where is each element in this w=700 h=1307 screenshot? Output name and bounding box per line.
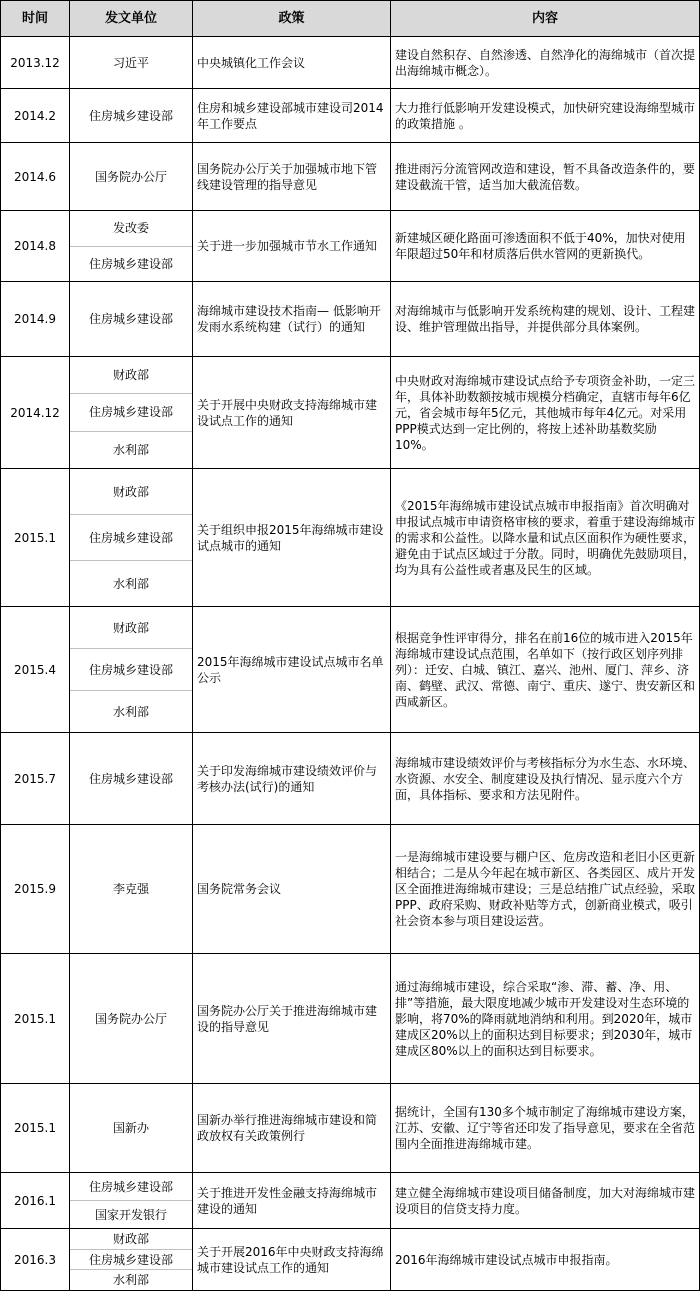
header-row (1, 1, 700, 37)
policy-cell: 2015年海绵城市建设试点城市名单公示 (193, 607, 391, 733)
issuing-unit: 财政部 (112, 484, 149, 499)
unit-cell (70, 1173, 193, 1229)
content-cell: 一是海绵城市建设要与棚户区、危房改造和老旧小区更新相结合；二是从今年起在城市新区、各类园区、成片开发区全面推进海绵城市建设；三是总结推广试点经验，采取PPP、政府采购、财政补贴等方式，创新商业模式，吸引社会资本参与项目建设运营。 (391, 825, 700, 954)
issuing-unit: 住房城乡建设部 (88, 771, 173, 786)
issuing-unit: 财政部 (112, 620, 149, 635)
table-row (1, 733, 700, 825)
time-cell: 2015.7 (1, 733, 70, 825)
time-cell: 2015.1 (1, 954, 70, 1084)
content-cell: 大力推行低影响开发建设模式，加快研究建设海绵型城市的政策措施 。 (391, 89, 700, 143)
table-row (1, 211, 700, 282)
table-row (1, 1229, 700, 1291)
unit-cell (70, 37, 193, 89)
unit-cell (70, 89, 193, 143)
unit-cell (70, 357, 193, 469)
time-cell: 2013.12 (1, 37, 70, 89)
policy-cell: 关于印发海绵城市建设绩效评价与考核办法(试行)的通知 (193, 733, 391, 825)
policy-cell: 国务院常务会议 (193, 825, 391, 954)
policy-cell: 关于进一步加强城市节水工作通知 (193, 211, 391, 282)
policy-cell: 关于开展中央财政支持海绵城市建设试点工作的通知 (193, 357, 391, 469)
table-row (1, 607, 700, 733)
policy-cell: 国务院办公厅关于推进海绵城市建设的指导意见 (193, 954, 391, 1084)
content-cell: 通过海绵城市建设，综合采取“渗、滞、蓄、净、用、排”等措施，最大限度地减少城市开发建设对生态环境的影响，将70%的降雨就地消纳和利用。到2020年，城市建成区20%以上的面积达到目标要求；到2030年，城市建成区80%以上的面积达到目标要求。 (391, 954, 700, 1084)
time-cell: 2014.6 (1, 143, 70, 211)
time-cell: 2015.1 (1, 469, 70, 607)
issuing-unit: 发改委 (112, 221, 149, 236)
content-cell: 据统计，全国有130多个城市制定了海绵城市建设方案，江苏、安徽、辽宁等省还印发了指导意见，要求在全省范围内全面推进海绵城市建。 (391, 1084, 700, 1173)
issuing-unit: 住房城乡建设部 (70, 246, 192, 282)
unit-cell (70, 954, 193, 1084)
issuing-unit: 国新办 (112, 1121, 149, 1135)
content-cell: 建设自然积存、自然渗透、自然净化的海绵城市（首次提出海绵城市概念）。 (391, 37, 700, 89)
issuing-unit: 住房城乡建设部 (88, 108, 173, 123)
issuing-unit: 住房城乡建设部 (70, 648, 192, 690)
issuing-unit: 住房城乡建设部 (70, 514, 192, 560)
issuing-unit: 国务院办公厅 (94, 1011, 167, 1026)
issuing-unit: 住房城乡建设部 (88, 312, 173, 326)
time-cell: 2014.8 (1, 211, 70, 282)
table-body (1, 37, 700, 1291)
issuing-unit: 水利部 (70, 560, 192, 606)
issuing-unit: 水利部 (70, 431, 192, 468)
time-cell: 2014.12 (1, 357, 70, 469)
policy-cell: 住房和城乡建设部城市建设司2014年工作要点 (193, 89, 391, 143)
unit-cell (70, 1229, 193, 1291)
unit-cell (70, 469, 193, 607)
table-row (1, 357, 700, 469)
time-cell: 2016.3 (1, 1229, 70, 1291)
header-content: 内容 (391, 1, 700, 37)
issuing-unit: 财政部 (112, 1231, 149, 1246)
policy-cell: 关于开展2016年中央财政支持海绵城市建设试点工作的通知 (193, 1229, 391, 1291)
unit-cell (70, 211, 193, 282)
issuing-unit: 住房城乡建设部 (70, 1249, 192, 1270)
issuing-unit: 李克强 (112, 882, 149, 896)
issuing-unit: 住房城乡建设部 (88, 1179, 173, 1194)
unit-cell (70, 282, 193, 357)
policy-cell: 中央城镇化工作会议 (193, 37, 391, 89)
content-cell: 新建城区硬化路面可渗透面积不低于40%，加快对使用年限超过50年和材质落后供水管网的更新换代。 (391, 211, 700, 282)
unit-cell (70, 825, 193, 954)
issuing-unit: 水利部 (70, 1269, 192, 1290)
content-cell: 2016年海绵城市建设试点城市申报指南。 (391, 1229, 700, 1291)
content-cell: 根据竞争性评审得分，排名在前16位的城市进入2015年海绵城市建设试点范围，名单如下（按行政区划序列排列）：迁安、白城、镇江、嘉兴、池州、厦门、萍乡、济南、鹤壁、武汉、常德、南宁、重庆、遂宁、贵安新区和西咸新区。 (391, 607, 700, 733)
content-cell: 推进雨污分流管网改造和建设，暂不具备改造条件的，要建设截流干管，适当加大截流倍数。 (391, 143, 700, 211)
content-cell: 对海绵城市与低影响开发系统构建的规划、设计、工程建设、维护管理做出指导，并提供部分具体案例。 (391, 282, 700, 357)
content-cell: 中央财政对海绵城市建设试点给予专项资金补助，一定三年，具体补助数额按城市规模分档确定，直辖市每年6亿元，省会城市每年5亿元，其他城市每年4亿元。对采用PPP模式达到一定比例的，将按上述补助基数奖励10%。 (391, 357, 700, 469)
time-cell: 2014.9 (1, 282, 70, 357)
issuing-unit: 国家开发银行 (70, 1200, 192, 1228)
header-time: 时间 (1, 1, 70, 37)
issuing-unit: 国务院办公厅 (94, 169, 167, 184)
table-row (1, 1084, 700, 1173)
time-cell: 2015.4 (1, 607, 70, 733)
header-policy: 政策 (193, 1, 391, 37)
table-row (1, 825, 700, 954)
issuing-unit: 住房城乡建设部 (70, 393, 192, 430)
issuing-unit: 财政部 (112, 368, 149, 383)
issuing-unit: 水利部 (70, 690, 192, 732)
table-row (1, 143, 700, 211)
time-cell: 2016.1 (1, 1173, 70, 1229)
table-row (1, 1173, 700, 1229)
policy-cell: 关于推进开发性金融支持海绵城市建设的通知 (193, 1173, 391, 1229)
unit-cell (70, 733, 193, 825)
issuing-unit: 习近平 (112, 55, 149, 70)
time-cell: 2015.1 (1, 1084, 70, 1173)
unit-cell (70, 1084, 193, 1173)
table-row (1, 282, 700, 357)
time-cell: 2014.2 (1, 89, 70, 143)
unit-cell (70, 607, 193, 733)
content-cell: 建立健全海绵城市建设项目储备制度，加大对海绵城市建设项目的信贷支持力度。 (391, 1173, 700, 1229)
policy-cell: 关于组织申报2015年海绵城市建设试点城市的通知 (193, 469, 391, 607)
policy-cell: 国新办举行推进海绵城市建设和简政放权有关政策例行 (193, 1084, 391, 1173)
content-cell: 海绵城市建设绩效评价与考核指标分为水生态、水环境、水资源、水安全、制度建设及执行情况、显示度六个方面，具体指标、要求和方法见附件。 (391, 733, 700, 825)
header-unit: 发文单位 (70, 1, 193, 37)
table-row (1, 89, 700, 143)
time-cell: 2015.9 (1, 825, 70, 954)
policy-cell: 国务院办公厅关于加强城市地下管线建设管理的指导意见 (193, 143, 391, 211)
policy-cell: 海绵城市建设技术指南— 低影响开发雨水系统构建（试行）的通知 (193, 282, 391, 357)
table-row (1, 37, 700, 89)
content-cell: 《2015年海绵城市建设试点城市申报指南》首次明确对申报试点城市申请资格审核的要求，着重于建设海绵城市的需求和公益性。以降水量和试点区面积作为硬性要求，避免由于试点区域过于分散。同时，明确优先鼓励项目，均为具有公益性或者惠及民生的区域。 (391, 469, 700, 607)
unit-cell (70, 143, 193, 211)
table-row (1, 469, 700, 607)
table-row (1, 954, 700, 1084)
